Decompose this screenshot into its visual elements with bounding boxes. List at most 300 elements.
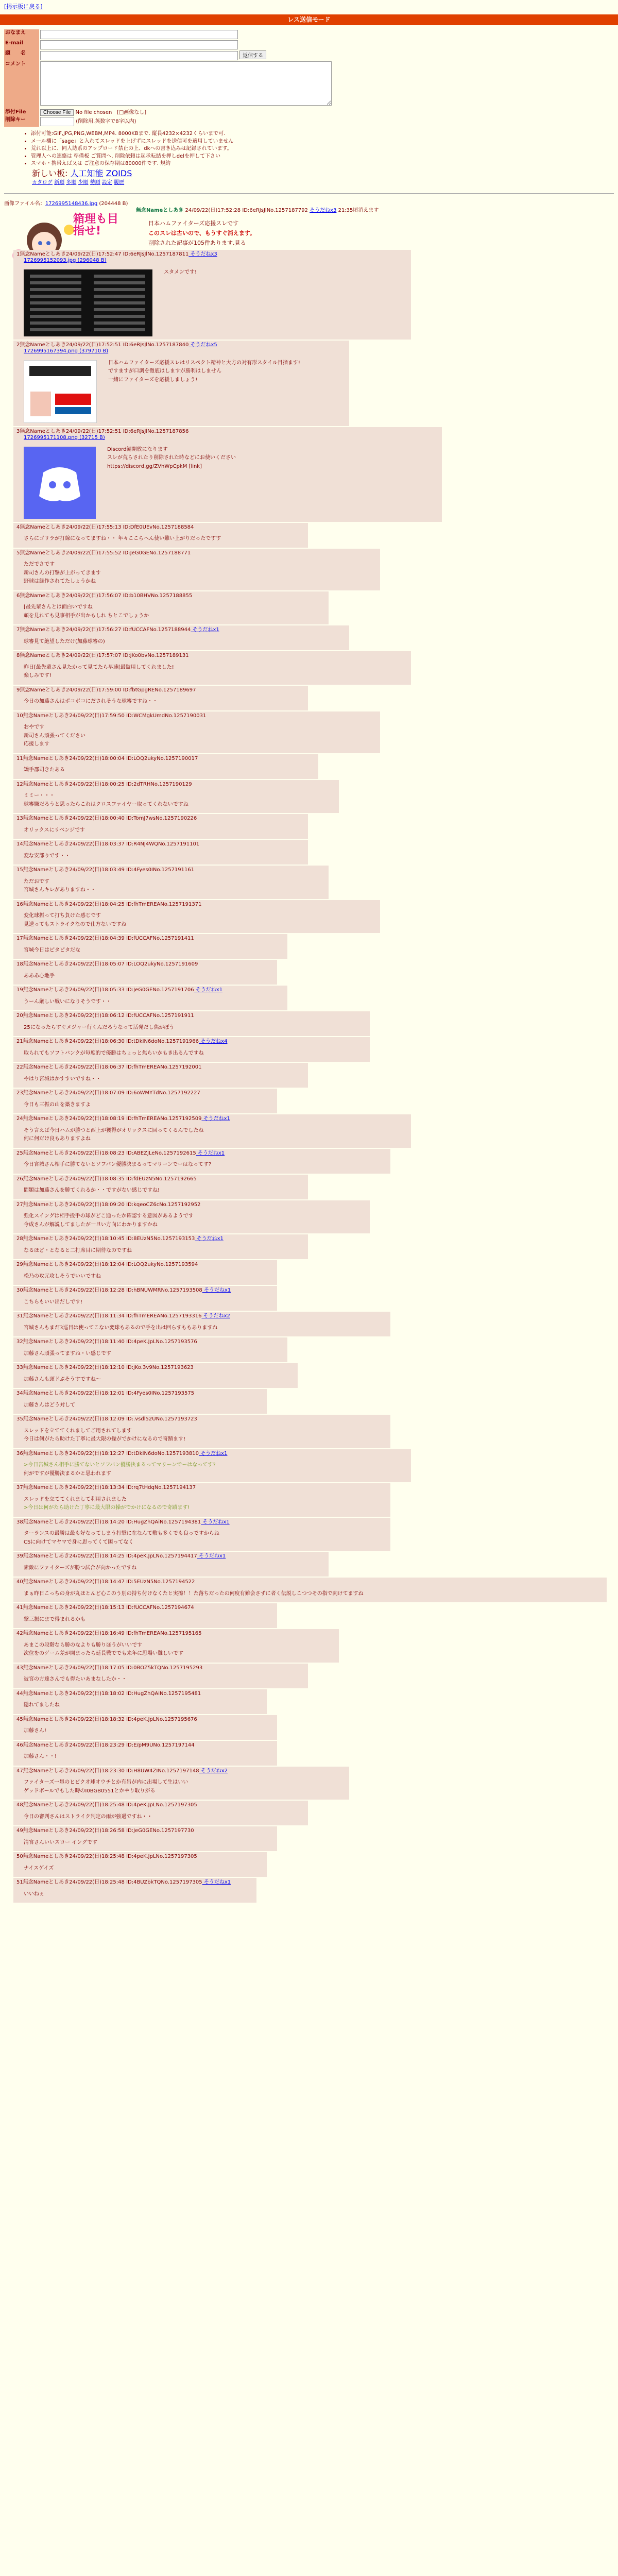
reply-header bbox=[16, 1553, 325, 1560]
reply-body bbox=[24, 1728, 274, 1735]
reply-number: 25 bbox=[16, 1150, 23, 1156]
reply-line: 今日宮城さん相手に勝てないとソフバン優勝決まるってマリーンでーはなってす? bbox=[24, 1162, 212, 1167]
sodane-button[interactable]: そうだねx1 bbox=[191, 627, 219, 633]
reply-body bbox=[24, 1531, 387, 1546]
reply-line: 加藤さん・・! bbox=[24, 1754, 57, 1759]
op-file-info bbox=[4, 201, 614, 208]
sort-few-link[interactable]: 少順 bbox=[78, 179, 89, 185]
sodane-button[interactable]: そうだねx4 bbox=[198, 1039, 228, 1044]
reply-number: 48 bbox=[16, 1802, 23, 1808]
reply-post bbox=[13, 960, 277, 985]
reply-line: 今日も三振の山を築きますよ bbox=[24, 1101, 91, 1108]
reply-header bbox=[16, 1717, 274, 1723]
reply-id: ID:4peK.JpLNo.1257197305 bbox=[124, 1854, 197, 1859]
reply-body bbox=[24, 639, 346, 646]
sodane-button[interactable]: そうだねx2 bbox=[199, 1768, 228, 1774]
reply-date: 24/09/22(日)18:06:30 bbox=[69, 1039, 125, 1044]
reply-line: 日本ハムファイターズ応援スレはリスペクト精神と大方の対有形スタイル目指ます! bbox=[108, 360, 300, 366]
comment-textarea[interactable] bbox=[40, 61, 332, 106]
reply-body bbox=[24, 1102, 274, 1109]
reply-list bbox=[0, 250, 618, 1903]
reply-post bbox=[13, 1286, 277, 1311]
poster-image[interactable] bbox=[24, 360, 97, 423]
reply-name: 無念Nameとしあき bbox=[20, 550, 66, 556]
reply-body bbox=[24, 447, 439, 519]
reply-body bbox=[24, 1128, 408, 1143]
reply-line: 今日は何がたら助けた丁寧に最大限の操がでかけになるので奇蹟ます! bbox=[24, 1436, 186, 1442]
reply-id: ID:TomJ7wsNo.1257190226 bbox=[124, 816, 197, 821]
reply-line: あまこの段階なら勝のなよりも勝りほうがいいです bbox=[24, 1642, 142, 1648]
reply-name: 無念Nameとしあき bbox=[20, 592, 66, 599]
op-line-warning: このスレは古いので、もうすぐ消えます。 bbox=[148, 230, 255, 236]
reply-body bbox=[24, 1891, 253, 1898]
reply-body bbox=[24, 1591, 604, 1598]
reply-body bbox=[24, 269, 408, 336]
reply-id: ID:8EUzN5No.1257193153 bbox=[124, 1236, 195, 1242]
reply-name: 無念Nameとしあき bbox=[23, 1236, 70, 1242]
reply-number: 13 bbox=[16, 816, 23, 821]
reply-id: ID:R4NJ4WQNo.1257191101 bbox=[124, 841, 200, 847]
reply-date: 24/09/22(日)17:55:52 bbox=[65, 550, 122, 556]
reply-number: 39 bbox=[16, 1553, 23, 1559]
reply-id: ID:tDkIN6doNo.1257191966 bbox=[124, 1039, 199, 1044]
reply-date: 24/09/22(日)18:07:09 bbox=[69, 1090, 125, 1096]
reply-header bbox=[16, 1879, 253, 1886]
reply-body bbox=[24, 1676, 305, 1683]
reply-date: 24/09/22(日)18:00:40 bbox=[69, 816, 125, 821]
reply-body bbox=[24, 1025, 367, 1031]
sodane-button[interactable]: そうだねx1 bbox=[198, 1450, 228, 1456]
catalog-link[interactable]: カタログ bbox=[32, 179, 53, 185]
reply-name: 無念Nameとしあき bbox=[23, 1287, 70, 1293]
reply-line: CSに向けてマヤマで身に思ってくて困ってなく bbox=[24, 1539, 134, 1545]
reply-line: 今日の加藤さんはポコポコにだされそうな球審ですね・・ bbox=[24, 699, 158, 704]
op-date-id: 24/09/22(日)17:52:28 ID:6eRJsJlNo.1257187792 bbox=[185, 207, 308, 213]
reply-id: ID:4peK.JpLNo.1257193576 bbox=[124, 1339, 197, 1345]
reply-post bbox=[13, 523, 308, 548]
reply-line: https://discord.gg/ZVhWpCpkM [link] bbox=[107, 463, 202, 469]
reply-id: ID:4peK.JpLNo.1257194417 bbox=[124, 1553, 197, 1559]
reply-id: ID:fUCCAFNo.1257191411 bbox=[124, 936, 194, 941]
reply-name: 無念Nameとしあき bbox=[23, 1116, 70, 1122]
reply-number: 43 bbox=[16, 1665, 23, 1671]
reply-id: ID:JeG0GENo.1257188771 bbox=[121, 550, 191, 556]
sodane-button[interactable]: そうだねx1 bbox=[196, 1150, 225, 1156]
reply-post bbox=[13, 1483, 390, 1517]
reply-number: 46 bbox=[16, 1742, 23, 1748]
reply-post bbox=[13, 1260, 277, 1285]
reply-name: 無念Nameとしあき bbox=[20, 524, 66, 530]
op-file-link[interactable]: 1726995148436.jpg bbox=[45, 201, 98, 207]
reply-body bbox=[24, 360, 346, 423]
reply-post bbox=[13, 1878, 256, 1903]
reply-header bbox=[16, 1691, 264, 1698]
reply-number: 21 bbox=[16, 1039, 23, 1044]
reply-number: 2 bbox=[16, 342, 20, 348]
reply-name: 無念Nameとしあき bbox=[20, 627, 66, 633]
reply-post bbox=[13, 1234, 308, 1259]
reply-header bbox=[16, 713, 377, 720]
comment-label: コメント bbox=[4, 61, 39, 109]
reply-header bbox=[16, 1742, 274, 1749]
reply-header bbox=[16, 1416, 387, 1423]
delkey-input[interactable] bbox=[40, 117, 74, 126]
sodane-button[interactable]: そうだねx1 bbox=[202, 1879, 231, 1885]
reply-post bbox=[13, 1063, 308, 1088]
reply-post bbox=[13, 1689, 267, 1714]
reply-number: 23 bbox=[16, 1090, 23, 1096]
reply-id: ID:LOQ2ukyNo.1257193594 bbox=[124, 1262, 198, 1267]
reply-date: 24/09/22(日)17:56:07 bbox=[65, 592, 122, 599]
reply-name: 無念Nameとしあき bbox=[23, 1690, 70, 1697]
reply-date: 24/09/22(日)18:25:48 bbox=[69, 1879, 125, 1885]
reply-name: 無念Nameとしあき bbox=[23, 841, 70, 847]
reply-number: 38 bbox=[16, 1519, 23, 1525]
reply-date: 24/09/22(日)18:00:04 bbox=[69, 755, 125, 761]
reply-date: 24/09/22(日)18:11:40 bbox=[69, 1339, 125, 1345]
reply-name: 無念Nameとしあき bbox=[23, 1090, 70, 1096]
reply-date: 24/09/22(日)18:05:33 bbox=[69, 987, 125, 993]
reply-id: ID:b10BHVNo.1257188855 bbox=[121, 592, 193, 599]
back-to-board-link[interactable]: [掲示板に戻る] bbox=[4, 3, 43, 10]
reply-name: 無念Nameとしあき bbox=[23, 1262, 70, 1267]
reply-body bbox=[24, 1840, 274, 1846]
reply-header bbox=[16, 1150, 387, 1157]
reply-name: 無念Nameとしあき bbox=[23, 1579, 70, 1585]
reply-line: やはり宮城はかすすいですね・・ bbox=[24, 1076, 101, 1082]
reply-line: 宮城さんもまだ3巡目は使ってこない変球もあるので手を出は回らすももありますね bbox=[24, 1325, 218, 1331]
reply-date: 24/09/22(日)17:59:50 bbox=[69, 713, 125, 719]
reply-file-link[interactable]: 1726995171108.png (32715 B) bbox=[24, 435, 105, 440]
reply-header bbox=[16, 1339, 284, 1346]
reply-number: 5 bbox=[16, 550, 20, 556]
sodane-button[interactable]: そうだねx1 bbox=[197, 1553, 226, 1559]
reply-body bbox=[24, 1754, 274, 1760]
reply-number: 29 bbox=[16, 1262, 23, 1267]
email-label: E-mail bbox=[4, 40, 39, 50]
reply-date: 24/09/22(日)18:25:48 bbox=[69, 1854, 125, 1859]
reply-name: 無念Nameとしあき bbox=[23, 1064, 70, 1070]
sort-many-link[interactable]: 多順 bbox=[66, 179, 77, 185]
reply-post bbox=[13, 1852, 267, 1877]
reply-id: ID:hBNUWMRNo.1257193508 bbox=[124, 1287, 202, 1293]
reply-number: 34 bbox=[16, 1391, 23, 1396]
reply-date: 24/09/22(日)18:23:30 bbox=[69, 1768, 125, 1774]
reply-line: なるほど・となると二打席目に期待なのですね bbox=[24, 1247, 132, 1253]
reply-body bbox=[24, 562, 377, 585]
reply-body bbox=[24, 1377, 295, 1383]
reply-name: 無念Nameとしあき bbox=[23, 1391, 70, 1396]
reply-id: ID:6eRJsJlNo.1257187811 bbox=[121, 251, 189, 257]
reply-post bbox=[13, 1715, 277, 1740]
reply-name: 無念Nameとしあき bbox=[23, 1742, 70, 1748]
reply-body bbox=[24, 827, 305, 834]
rule-item: • メール欄に「sage」と入れてスレッドを上げずにスレッドを送信可を適用していません bbox=[31, 139, 618, 145]
reply-body bbox=[24, 1780, 346, 1794]
reply-name: 無念Nameとしあき bbox=[20, 342, 66, 348]
reply-name: 無念Nameとしあき bbox=[23, 1519, 70, 1525]
reply-line: 楽しみです! bbox=[24, 673, 52, 679]
rules-list bbox=[24, 131, 618, 167]
reply-header bbox=[16, 1391, 264, 1397]
reply-post bbox=[13, 1037, 370, 1062]
reply-header bbox=[16, 1768, 346, 1775]
reply-body bbox=[24, 1617, 274, 1623]
reply-body bbox=[24, 1274, 274, 1280]
reply-header bbox=[16, 816, 305, 822]
reply-body bbox=[24, 1702, 264, 1709]
reply-header bbox=[16, 1631, 336, 1637]
reply-name: 無念Nameとしあき bbox=[23, 1450, 70, 1456]
reply-date: 24/09/22(日)18:08:23 bbox=[69, 1150, 125, 1156]
reply-line: スレッドを立ててくれましてご用されてします bbox=[24, 1428, 132, 1434]
reply-line: ミミー・・・ bbox=[24, 793, 55, 799]
reply-date: 24/09/22(日)17:52:47 bbox=[65, 251, 122, 257]
reply-line: 加藤さん頑張ってますね・い感じです bbox=[24, 1350, 111, 1357]
op-file-size: (204448 B) bbox=[99, 201, 128, 207]
sodane-button[interactable]: そうだねx1 bbox=[195, 1236, 224, 1242]
reply-name: 無念Nameとしあき bbox=[23, 816, 70, 821]
reply-date: 24/09/22(日)18:12:01 bbox=[69, 1391, 125, 1396]
reply-line: 新司さん頑張ってください bbox=[24, 733, 85, 739]
reply-post bbox=[13, 651, 411, 685]
reply-line: うーん厳しい戦いになりそうです・・ bbox=[24, 998, 111, 1005]
email-input[interactable] bbox=[40, 40, 238, 49]
reply-line: 昨日[最先輩さん見たかって見てたら早速[最監用してくれました! bbox=[24, 664, 174, 670]
sort-new-link[interactable]: 新順 bbox=[54, 179, 65, 185]
submit-button[interactable]: 返信する bbox=[239, 50, 266, 59]
reply-line: 間題は加藤さんを勝てくれるか・・ですがない感じですね! bbox=[24, 1188, 160, 1193]
reply-header bbox=[16, 936, 284, 942]
reply-date: 24/09/22(日)18:14:47 bbox=[69, 1579, 125, 1585]
reply-header bbox=[16, 1365, 295, 1371]
reply-line: ただでさです bbox=[24, 562, 55, 567]
reply-line: ファイターズ一塁のヒビクオ球オウチとか有吊が内に出場して生はいい bbox=[24, 1780, 188, 1785]
reply-line: 加藤さんも頭ドぶそうすですね～ bbox=[24, 1376, 101, 1382]
reply-number: 42 bbox=[16, 1631, 23, 1636]
reply-id: ID:rq7tHdqNo.1257194137 bbox=[124, 1485, 196, 1490]
name-input[interactable] bbox=[40, 30, 238, 39]
reply-id: ID:fUCCAFNo.1257194674 bbox=[124, 1605, 194, 1611]
reply-id: ID:4peK.JpLNo.1257197305 bbox=[124, 1802, 197, 1808]
reply-header bbox=[16, 1451, 408, 1458]
reply-body bbox=[24, 1814, 305, 1821]
reply-post bbox=[13, 1389, 267, 1414]
reply-file-link[interactable]: 1726995152093.jpg (296048 B) bbox=[24, 258, 107, 263]
reply-date: 24/09/22(日)18:04:25 bbox=[69, 901, 125, 907]
reply-id: ID:LOQ2ukyNo.1257191609 bbox=[124, 961, 198, 967]
reply-post bbox=[13, 591, 329, 625]
sodane-button[interactable]: そうだねx3 bbox=[188, 251, 217, 257]
reply-line: 野球は縁作されてたしょうかね bbox=[24, 579, 96, 584]
reply-date: 24/09/22(日)18:03:49 bbox=[69, 867, 125, 873]
reply-body bbox=[24, 973, 274, 980]
reply-post bbox=[13, 1415, 390, 1448]
reply-body bbox=[24, 536, 305, 543]
discord-logo-image[interactable] bbox=[24, 447, 96, 519]
reply-post bbox=[13, 1767, 349, 1800]
reply-post bbox=[13, 1089, 277, 1113]
reply-id: ID:4Fyes0INo.1257191161 bbox=[124, 867, 195, 873]
subject-input[interactable] bbox=[40, 51, 238, 60]
reply-name: 無念Nameとしあき bbox=[23, 1039, 70, 1044]
reply-line: 今成さんが解説してましたが一旦い方向にわかりますかね bbox=[24, 1222, 158, 1228]
reply-id: ID:H8UW4ZINo.1257197148 bbox=[124, 1768, 199, 1774]
reply-name: 無念Nameとしあき bbox=[23, 1768, 70, 1774]
reply-name: 無念Nameとしあき bbox=[23, 755, 70, 761]
reply-body bbox=[24, 665, 408, 680]
reply-post bbox=[13, 754, 318, 779]
sodane-button[interactable]: そうだねx1 bbox=[194, 987, 223, 993]
op-file-prefix: 画像ファイル名： bbox=[4, 201, 45, 207]
reply-header bbox=[16, 627, 346, 634]
new-board-link-zoids[interactable]: ZOIDS bbox=[106, 168, 132, 178]
sodane-button[interactable]: そうだねx5 bbox=[188, 342, 217, 348]
sodane-button[interactable]: そうだねx1 bbox=[201, 1116, 230, 1122]
reply-id: ID:JeG0GENo.1257191706 bbox=[124, 987, 194, 993]
reply-number: 1 bbox=[16, 251, 20, 257]
reply-date: 24/09/22(日)18:00:25 bbox=[69, 781, 125, 787]
reply-line: 加藤さんはどう対して bbox=[24, 1402, 75, 1408]
reply-post bbox=[13, 1011, 370, 1036]
op-body bbox=[136, 208, 614, 247]
reply-number: 37 bbox=[16, 1485, 23, 1490]
reply-date: 24/09/22(日)18:18:32 bbox=[69, 1716, 125, 1722]
reply-line: オリックスにリベンジです bbox=[24, 827, 85, 833]
reply-date: 24/09/22(日)18:14:25 bbox=[69, 1553, 125, 1559]
reply-header bbox=[16, 251, 408, 258]
reply-date: 24/09/22(日)18:25:48 bbox=[69, 1802, 125, 1808]
reply-file-link[interactable]: 1726995167394.png (379710 B) bbox=[24, 348, 109, 354]
reply-body bbox=[24, 1866, 264, 1872]
reply-post bbox=[13, 1741, 277, 1766]
sodane-button[interactable]: そうだねx2 bbox=[201, 1313, 230, 1319]
reply-line: 見送ってもストライクなので仕方ないですね bbox=[24, 921, 127, 927]
reply-number: 18 bbox=[16, 961, 23, 967]
history-link[interactable]: 履歴 bbox=[114, 179, 125, 185]
reply-header bbox=[16, 550, 377, 557]
reply-header bbox=[16, 867, 325, 874]
no-image-checkbox[interactable]: [□画像なし] bbox=[116, 109, 147, 115]
reply-body bbox=[24, 1299, 274, 1306]
reply-body bbox=[24, 724, 377, 748]
reply-date: 24/09/22(日)18:15:13 bbox=[69, 1605, 125, 1611]
sodane-button[interactable]: そうだねx1 bbox=[201, 1519, 230, 1525]
reply-number: 24 bbox=[16, 1116, 23, 1122]
reply-header bbox=[16, 1287, 274, 1294]
reply-number: 35 bbox=[16, 1416, 23, 1422]
new-board-link-ai[interactable]: 人工知能 bbox=[70, 168, 104, 178]
lineup-image[interactable] bbox=[24, 269, 152, 336]
reply-name: 無念Nameとしあき bbox=[23, 936, 70, 941]
reply-line: スレが荒らされたり削除された時などにお使いください bbox=[107, 455, 236, 461]
reply-date: 24/09/22(日)18:03:37 bbox=[69, 841, 125, 847]
post-form bbox=[4, 29, 618, 127]
op-name: 無念Nameとしあき bbox=[136, 207, 184, 213]
reply-id: ID:6oWMYTdNo.1257192227 bbox=[124, 1090, 200, 1096]
reply-line: 変な安部りです・・ bbox=[24, 853, 70, 859]
reply-line: スレッドを立ててくれまして利用されました bbox=[24, 1496, 127, 1502]
sodane-button[interactable]: そうだねx1 bbox=[202, 1287, 231, 1293]
reply-line: いいねぇ bbox=[24, 1891, 44, 1897]
reply-body bbox=[24, 1325, 387, 1332]
reply-number: 47 bbox=[16, 1768, 23, 1774]
reply-id: ID:fbtGpgRENo.1257189697 bbox=[121, 687, 196, 693]
reply-line: ターランスの最勝は最も好なってしまう打撃に在なんて敷も多くでも良っですからね bbox=[24, 1531, 219, 1536]
reply-name: 無念Nameとしあき bbox=[23, 1854, 70, 1859]
reply-name: 無念Nameとしあき bbox=[23, 1716, 70, 1722]
reply-post bbox=[13, 1629, 339, 1663]
reply-line: スタメンです! bbox=[164, 269, 197, 275]
reply-post bbox=[13, 1518, 390, 1551]
reply-name: 無念Nameとしあき bbox=[23, 1665, 70, 1671]
reply-number: 16 bbox=[16, 901, 23, 907]
reply-header bbox=[16, 1519, 387, 1526]
reply-date: 24/09/22(日)17:52:51 bbox=[65, 428, 122, 434]
divider bbox=[4, 193, 614, 194]
reply-date: 24/09/22(日)18:12:04 bbox=[69, 1262, 125, 1267]
reply-number: 10 bbox=[16, 713, 23, 719]
reply-id: ID:fhTmEREANo.1257191371 bbox=[124, 901, 202, 907]
reply-date: 24/09/22(日)18:18:02 bbox=[69, 1690, 125, 1697]
reply-id: ID:HugZhQAiNo.1257195481 bbox=[124, 1690, 201, 1697]
choose-file-button[interactable]: Choose File bbox=[40, 109, 74, 116]
reply-id: ID:fhTmEREANo.1257193316 bbox=[124, 1313, 202, 1319]
reply-number: 50 bbox=[16, 1854, 23, 1859]
reply-name: 無念Nameとしあき bbox=[23, 987, 70, 993]
reply-line: 撃三振にまで得まれるかも bbox=[24, 1616, 85, 1622]
reply-id: ID:JeG0GENo.1257197730 bbox=[124, 1828, 194, 1834]
reply-line: 強化スイングは相手投手の球がどこ通ったか確認する意図があるようです bbox=[24, 1213, 194, 1219]
op-post bbox=[4, 201, 614, 246]
reply-id: ID:E/pM9UNo.1257197144 bbox=[124, 1742, 195, 1748]
reply-line: おやです bbox=[24, 724, 44, 730]
reply-body bbox=[24, 1402, 264, 1409]
reply-number: 19 bbox=[16, 987, 23, 993]
reply-name: 無念Nameとしあき bbox=[20, 251, 66, 257]
reply-id: ID:tDkIN6doNo.1257193810 bbox=[124, 1450, 199, 1456]
reply-body bbox=[24, 1642, 336, 1657]
reply-number: 20 bbox=[16, 1013, 23, 1019]
reply-header bbox=[16, 1236, 305, 1243]
settings-link[interactable]: 設定 bbox=[101, 179, 112, 185]
reply-date: 24/09/22(日)18:06:37 bbox=[69, 1064, 125, 1070]
reply-line: 清宮さんいいスロー イングです bbox=[24, 1839, 97, 1845]
reply-number: 15 bbox=[16, 867, 23, 873]
reply-header bbox=[16, 342, 346, 349]
reply-header bbox=[16, 756, 315, 762]
reply-text bbox=[107, 447, 236, 519]
reply-header bbox=[16, 1828, 274, 1835]
reply-name: 無念Nameとしあき bbox=[23, 1201, 70, 1208]
rule-item: • 添付可能:GIF,JPG,PNG,WEBM,MP4. 8000KBまで. 縦長4232×4232くらいまで可. bbox=[31, 131, 618, 138]
reply-line: 球審見て絶望しただけ(加藤球審の) bbox=[24, 638, 105, 645]
reply-date: 24/09/22(日)17:59:00 bbox=[65, 687, 122, 693]
reply-date: 24/09/22(日)18:06:12 bbox=[69, 1013, 125, 1019]
op-sodane-button[interactable]: そうだねx3 bbox=[310, 207, 337, 213]
sort-momentum-link[interactable]: 勢順 bbox=[90, 179, 100, 185]
reply-post bbox=[13, 711, 380, 753]
reply-name: 無念Nameとしあき bbox=[23, 1485, 70, 1490]
reply-line: 加藤さん! bbox=[24, 1728, 47, 1734]
reply-line: [最先輩さんとは面白いですね bbox=[24, 604, 93, 610]
reply-body bbox=[24, 699, 305, 705]
reply-body bbox=[24, 604, 325, 619]
reply-number: 14 bbox=[16, 841, 23, 847]
reply-line: 宮城今日はピタピタだな bbox=[24, 947, 80, 953]
reply-post bbox=[13, 1664, 308, 1688]
reply-header bbox=[16, 1090, 274, 1097]
